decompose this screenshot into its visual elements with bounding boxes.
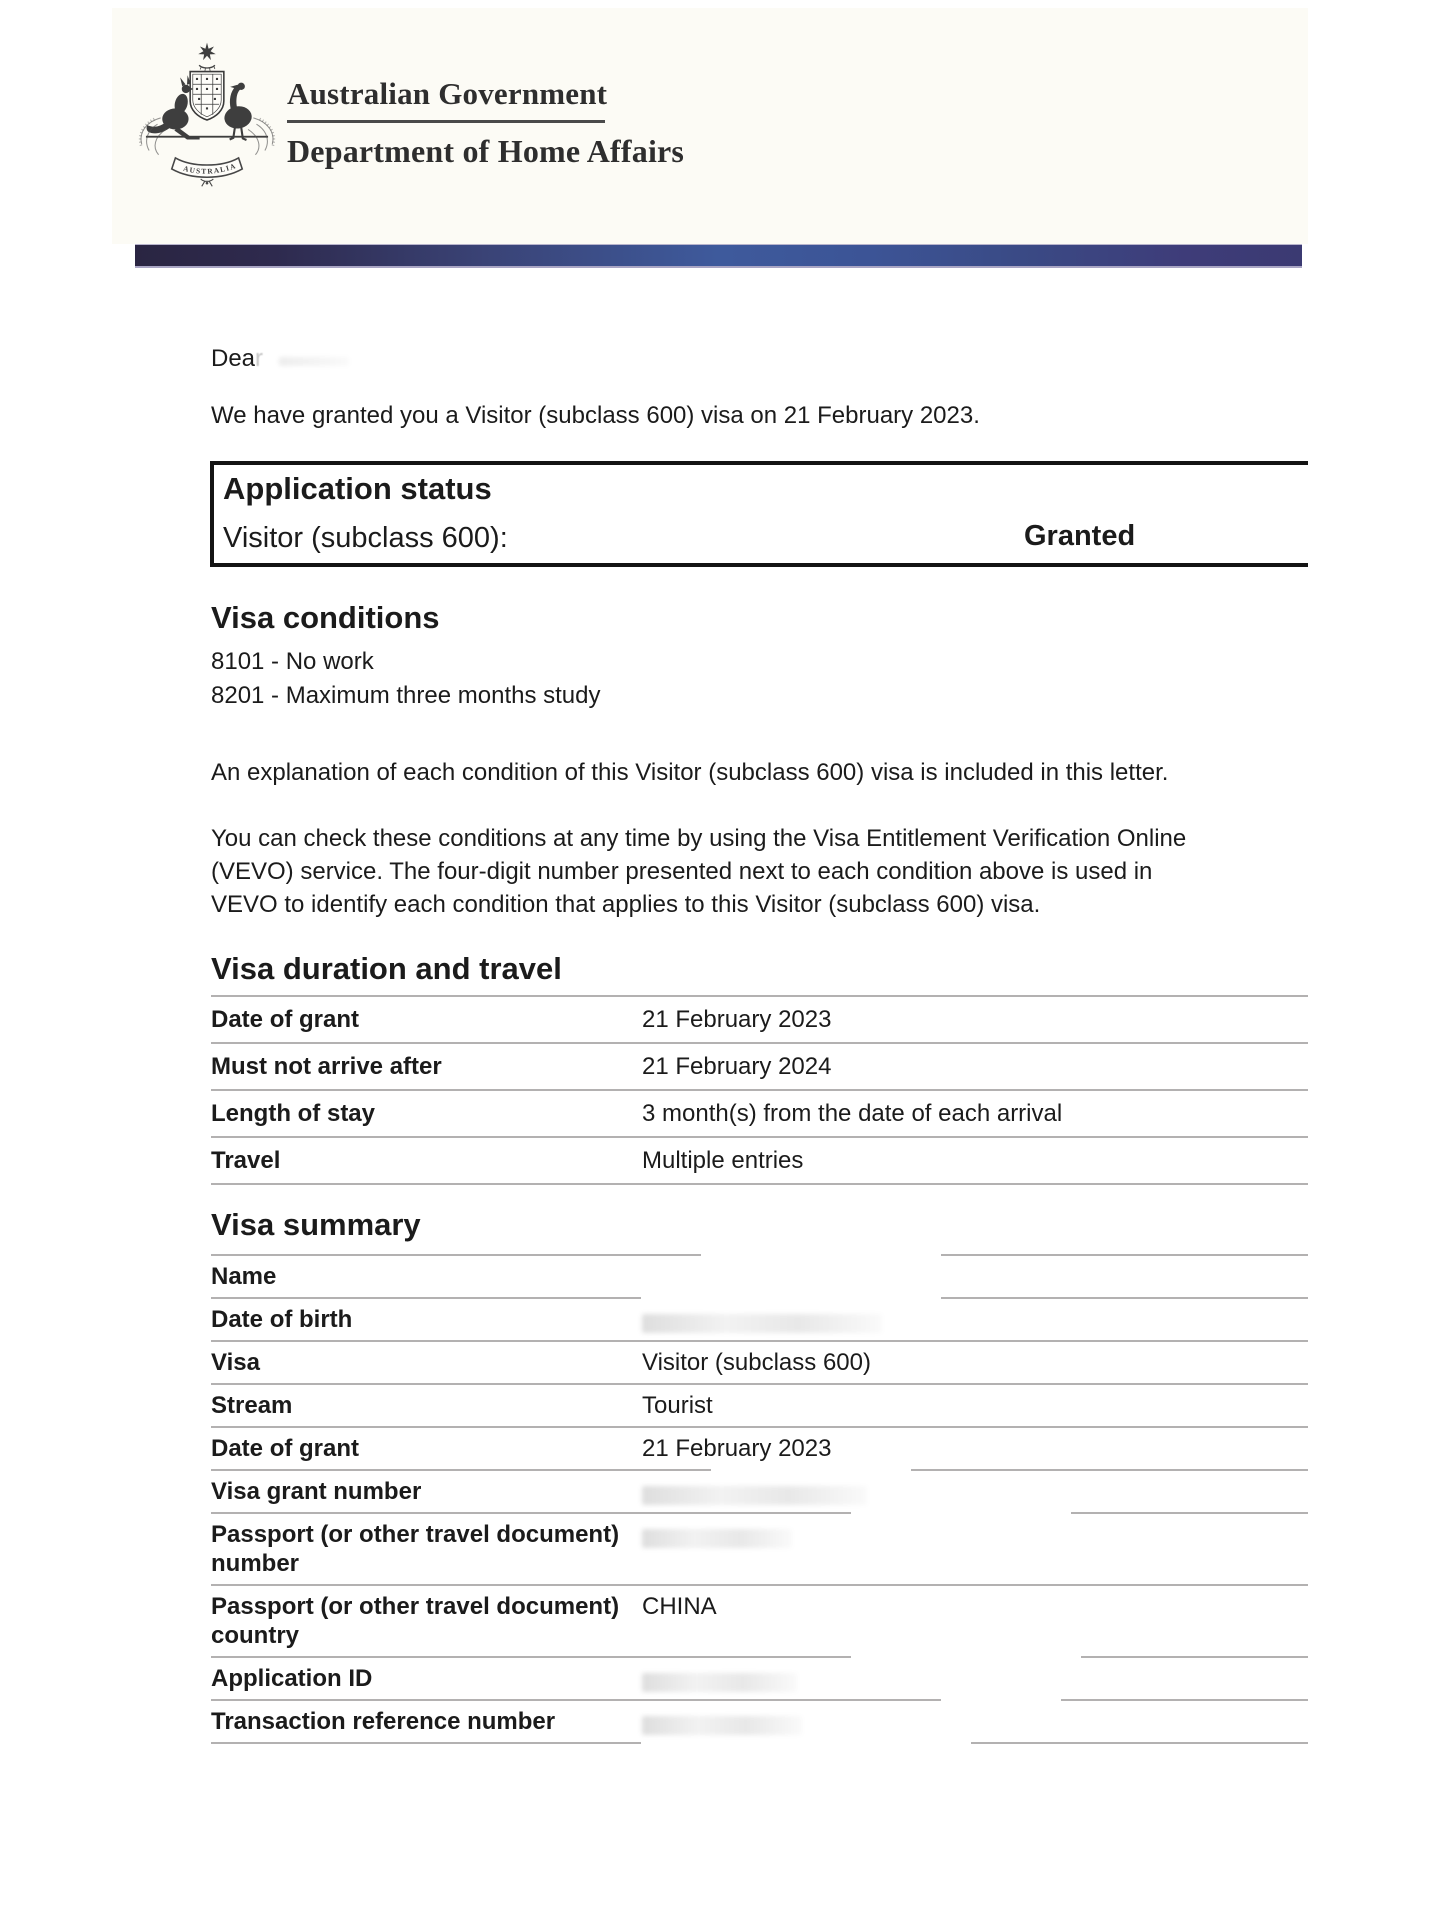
row-value: 21 February 2024: [642, 1053, 832, 1080]
greeting-visible: Dea: [211, 345, 256, 372]
row-value: [642, 1471, 1308, 1511]
table-row: [211, 1342, 1308, 1383]
row-label: Application ID: [211, 1665, 373, 1692]
table-row: [211, 1138, 1308, 1183]
table-divider: [211, 1183, 1308, 1185]
row-label: Visa: [211, 1349, 260, 1376]
paragraph: [211, 756, 1186, 789]
application-status-label: Visitor (subclass 600):: [223, 522, 508, 554]
table-row: [211, 1299, 1308, 1340]
row-value: [642, 1299, 1308, 1339]
row-label: Passport (or other travel document) number: [211, 1521, 620, 1577]
row-label: Must not arrive after: [211, 1053, 442, 1080]
row-value: Tourist: [642, 1392, 713, 1419]
row-label: Visa grant number: [211, 1478, 422, 1505]
agency-titles: [287, 76, 684, 169]
table-row: [211, 1256, 1308, 1297]
table-row: [211, 1471, 1308, 1512]
status-badge: Granted: [1024, 520, 1136, 552]
visa-summary-heading: Visa summary: [211, 1207, 421, 1242]
paragraph-line: VEVO to identify each condition that applies to this Visitor (subclass 600) visa.: [211, 891, 1041, 918]
row-value: [642, 1514, 1308, 1554]
header-divider: [287, 120, 605, 123]
visa-condition-item: 8101 - No work: [211, 648, 374, 675]
table-row: [211, 1701, 1308, 1742]
table-row: [211, 1044, 1308, 1089]
row-label: Date of grant: [211, 1435, 360, 1462]
row-value: 21 February 2023: [642, 1006, 832, 1033]
row-label: Date of grant: [211, 1006, 360, 1033]
table-row: [211, 1586, 1308, 1656]
visa-duration-heading: Visa duration and travel: [211, 951, 562, 986]
visa-conditions-list: [211, 645, 601, 713]
row-value: 21 February 2023: [642, 1435, 832, 1462]
table-row: [211, 997, 1308, 1042]
row-value: [642, 1256, 1308, 1268]
greeting-faded-letter: r: [255, 345, 264, 372]
body-paragraphs: [211, 756, 1186, 954]
paragraph-line: You can check these conditions at any time by using the Visa Entitlement Verification Online: [211, 825, 1187, 852]
row-label: Name: [211, 1263, 277, 1290]
table-row: [211, 1514, 1308, 1584]
visa-summary-table: [211, 1254, 1308, 1744]
visa-conditions-heading: Visa conditions: [211, 600, 440, 635]
table-divider: [211, 1742, 1308, 1744]
row-label: Travel: [211, 1147, 281, 1174]
redacted-value-smudge: [642, 1716, 802, 1735]
emu-icon: [223, 83, 253, 140]
greeting-line: [211, 342, 349, 375]
shield-icon: [190, 72, 224, 120]
australian-coat-of-arms-icon: [128, 40, 286, 190]
table-row: [211, 1091, 1308, 1136]
paragraph: [211, 822, 1186, 921]
government-title: Australian Government: [287, 76, 608, 111]
application-status-title: Application status: [223, 471, 492, 506]
row-label: Transaction reference number: [211, 1708, 556, 1735]
department-title: Department of Home Affairs: [287, 133, 685, 169]
paragraph-line: (VEVO) service. The four-digit number presented next to each condition above is used in: [211, 858, 1153, 885]
row-value: Visitor (subclass 600): [642, 1349, 871, 1376]
header-band: [135, 244, 1302, 268]
application-status-box: [210, 461, 1308, 567]
australia-banner: [172, 158, 243, 186]
row-label: Date of birth: [211, 1306, 353, 1333]
table-row: [211, 1658, 1308, 1699]
row-label: Stream: [211, 1392, 293, 1419]
visa-condition-item: 8201 - Maximum three months study: [211, 682, 601, 709]
visa-duration-table: [211, 995, 1308, 1185]
header: [112, 8, 1308, 244]
redacted-value-smudge: [642, 1486, 867, 1505]
redacted-name-smudge: [279, 357, 349, 366]
row-value: [642, 1658, 1308, 1698]
paragraph-line: An explanation of each condition of this Visitor (subclass 600) visa is included in this letter.: [211, 759, 1169, 786]
row-label: Passport (or other travel document) country: [211, 1593, 620, 1649]
grant-intro-line: We have granted you a Visitor (subclass 600) visa on 21 February 2023.: [211, 402, 980, 429]
row-label: Length of stay: [211, 1100, 376, 1127]
star-icon: [198, 43, 215, 61]
table-row: [211, 1385, 1308, 1426]
redacted-value-smudge: [642, 1529, 792, 1548]
row-value: CHINA: [642, 1593, 717, 1620]
redacted-value-smudge: [642, 1673, 797, 1692]
row-value: [642, 1701, 1308, 1741]
row-value: Multiple entries: [642, 1147, 804, 1174]
table-row: [211, 1428, 1308, 1469]
row-value: 3 month(s) from the date of each arrival: [642, 1100, 1063, 1127]
banner-text: AUSTRALIA: [182, 160, 238, 176]
redacted-value-smudge: [642, 1314, 882, 1333]
